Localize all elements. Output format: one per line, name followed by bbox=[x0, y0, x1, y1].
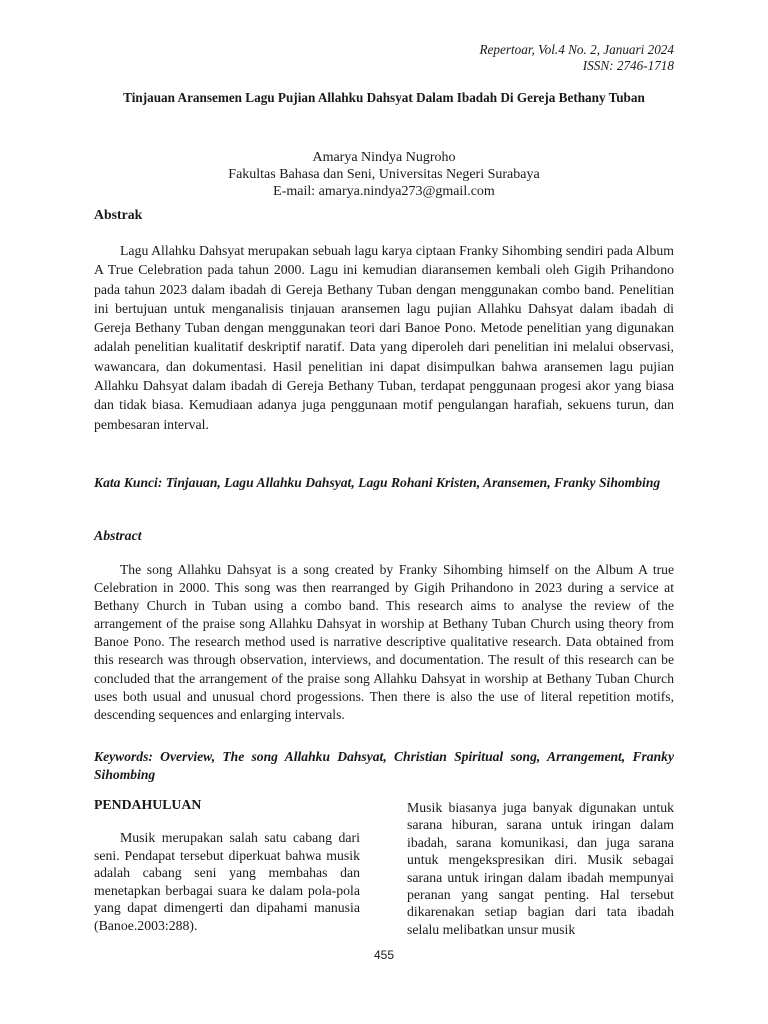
abstrak-body: Lagu Allahku Dahsyat merupakan sebuah lagu karya ciptaan Franky Sihombing sendiri pada Album A True Celebration pada tahun 2000. Lagu ini kemudian diaransemen kembali oleh Gigih Prihandono pada tahun 2023 dalam ibadah di Gereja Bethany Tuban dengan menggunakan combo band. Penelitian ini bertujuan untuk menganalisis tinjauan aransemen lagu pujian Allahku Dahsyat dalam ibadah di Gereja Bethany Tuban dengan menggunakan teori dari Banoe Pono. Metode penelitian yang digunakan adalah penelitian kualitatif deskriptif naratif. Data yang diperoleh dari penelitian ini melalui observasi, wawancara, dan dokumentasi. Hasil penelitian ini dapat disimpulkan bahwa aransemen lagu pujian Allahku Dahsyat dalam ibadah di Gereja Bethany Tuban, terdapat penggunaan progesi akor yang biasa dan tidak biasa. Kemudiaan adanya juga penggunaan motif pengulangan harafiah, sekuens turun, dan pembesaran interval. bbox=[94, 243, 674, 432]
author-affiliation: Fakultas Bahasa dan Seni, Universitas Negeri Surabaya bbox=[228, 167, 540, 182]
page-number: 455 bbox=[373, 948, 395, 962]
paper-title: Tinjauan Aransemen Lagu Pujian Allahku Dahsyat Dalam Ibadah Di Gereja Bethany Tuban bbox=[123, 90, 645, 105]
abstract-heading: Abstract bbox=[94, 528, 142, 543]
author-block bbox=[94, 149, 674, 200]
keywords: Keywords: Overview, The song Allahku Dahsyat, Christian Spiritual song, Arrangement, Franky Sihombing bbox=[94, 749, 674, 782]
author-email: E-mail: amarya.nindya273@gmail.com bbox=[273, 184, 495, 199]
journal-issn: ISSN: 2746-1718 bbox=[582, 58, 674, 73]
kata-kunci: Kata Kunci: Tinjauan, Lagu Allahku Dahsyat, Lagu Rohani Kristen, Aransemen, Franky Sihombing bbox=[94, 475, 661, 490]
introduction-right-column: Musik biasanya juga banyak digunakan untuk sarana hiburan, sarana untuk iringan dalam ibadah, sarana komunikasi, dan juga sarana untuk mengekspresikan diri. Musik sebagai sarana untuk iringan dalam ibadah mempunyai peranan yang sangat penting. Hal tersebut dikarenakan setiap bagian dari tata ibadah selalu melibatkan unsur musik bbox=[407, 800, 674, 937]
introduction-left-column: Musik merupakan salah satu cabang dari seni. Pendapat tersebut diperkuat bahwa musik adalah cabang seni yang membahas dan menetapkan berbagai suara ke dalam pola-pola yang dapat dimengerti dan dipahami manusia (Banoe.2003:288). bbox=[94, 830, 360, 933]
journal-header bbox=[479, 42, 674, 74]
journal-citation: Repertoar, Vol.4 No. 2, Januari 2024 bbox=[479, 42, 674, 57]
abstrak-heading: Abstrak bbox=[94, 207, 143, 222]
introduction-heading: PENDAHULUAN bbox=[94, 797, 202, 812]
abstract-body: The song Allahku Dahsyat is a song created by Franky Sihombing himself on the Album A true Celebration in 2000. This song was then rearranged by Gigih Prihandono in 2023 during a service at Bethany Church in Tuban using a combo band. This research aims to analyse the review of the arrangement of the praise song Allahku Dahsyat in worship at Bethany Tuban Church using theory from Banoe Pono. The research method used is narrative descriptive qualitative research. Data obtained from this research was through observation, interviews, and documentation. The result of this research can be concluded that the arrangement of the praise song Allahku Dahsyat in worship at Bethany Tuban Church uses both usual and unusual chord progessions. Then there is also the use of literal repetition motifs, descending sequences and enlarging intervals. bbox=[94, 562, 674, 722]
author-name: Amarya Nindya Nugroho bbox=[312, 150, 456, 165]
